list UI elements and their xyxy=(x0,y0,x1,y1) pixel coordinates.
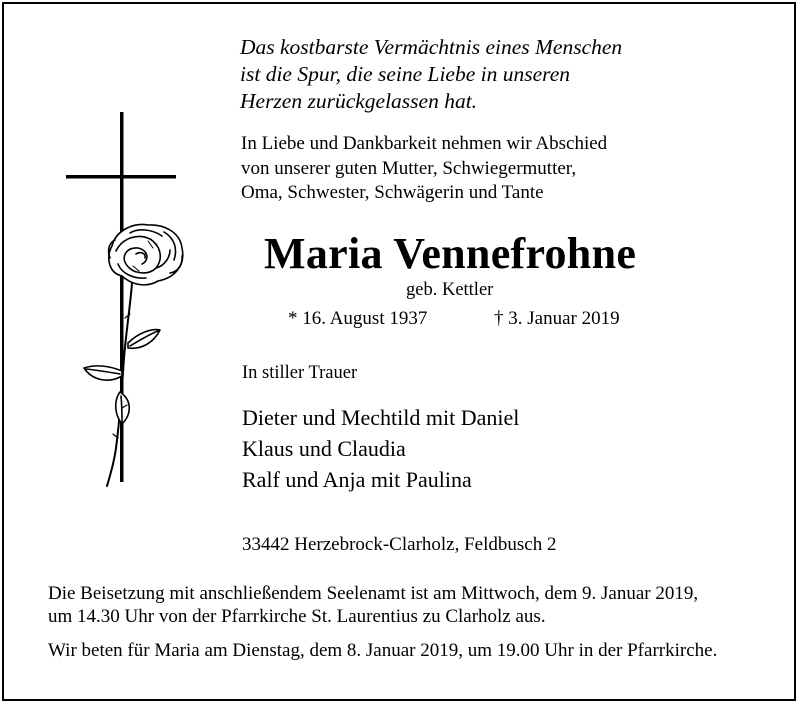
family-member: Dieter und Mechtild mit Daniel xyxy=(242,405,520,430)
mourning-label: In stiller Trauer xyxy=(242,363,358,383)
funeral-notice xyxy=(48,583,698,628)
prayer-notice: Wir beten für Maria am Dienstag, dem 8. Januar 2019, um 19.00 Uhr in der Pfarrkirche. xyxy=(48,640,718,661)
intro-line: von unserer guten Mutter, Schwiegermutter, xyxy=(241,157,577,179)
birth-date: * 16. August 1937 xyxy=(288,308,428,329)
farewell-intro xyxy=(241,132,607,206)
quote-line: Herzen zurückgelassen hat. xyxy=(240,89,478,113)
memorial-quote xyxy=(240,34,622,115)
cross-icon xyxy=(60,108,190,508)
family-member: Klaus und Claudia xyxy=(242,436,406,461)
rose-icon xyxy=(84,224,183,486)
quote-line: ist die Spur, die seine Liebe in unseren xyxy=(240,62,571,86)
family-address: 33442 Herzebrock-Clarholz, Feldbusch 2 xyxy=(242,534,557,555)
cross-horizontal-beam xyxy=(66,175,176,179)
death-date: † 3. Januar 2019 xyxy=(494,308,620,329)
family-list xyxy=(242,402,519,495)
deceased-name: Maria Vennefrohne xyxy=(264,229,637,278)
intro-line: In Liebe und Dankbarkeit nehmen wir Abschied xyxy=(241,133,608,154)
birth-name: geb. Kettler xyxy=(406,280,494,300)
cross-vertical-beam xyxy=(120,112,124,482)
family-member: Ralf und Anja mit Paulina xyxy=(242,467,472,492)
notice-line: um 14.30 Uhr von der Pfarrkirche St. Laurentius zu Clarholz aus. xyxy=(48,605,546,627)
quote-line: Das kostbarste Vermächtnis eines Menschen xyxy=(240,35,623,59)
notice-line: Die Beisetzung mit anschließendem Seelenamt ist am Mittwoch, dem 9. Januar 2019, xyxy=(48,583,699,604)
intro-line: Oma, Schwester, Schwägerin und Tante xyxy=(241,182,544,203)
